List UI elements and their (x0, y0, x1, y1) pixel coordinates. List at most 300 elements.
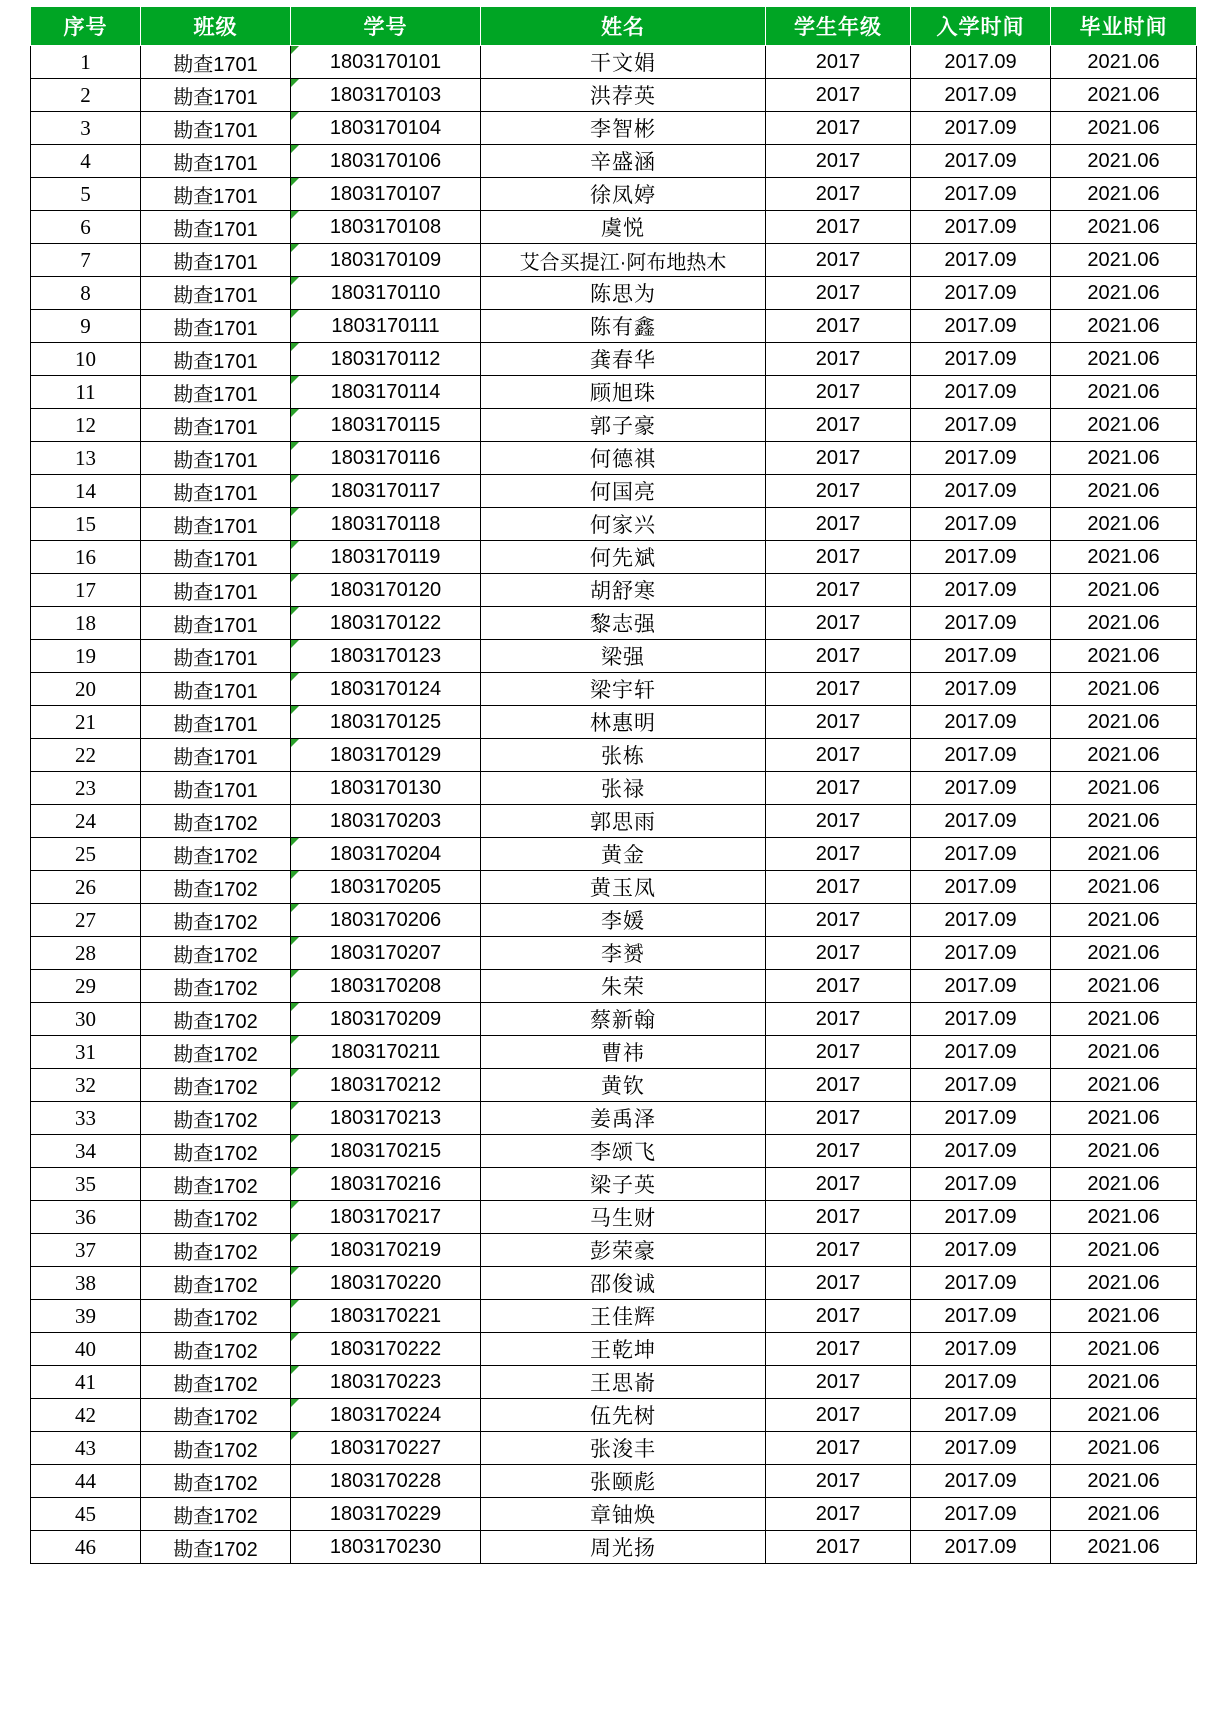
column-header-class[interactable]: 班级 (141, 7, 291, 46)
cell-name[interactable]: 周光扬 (481, 1531, 766, 1564)
cell-seq[interactable]: 35 (31, 1168, 141, 1201)
cell-graduation-date[interactable]: 2021.06 (1051, 1234, 1197, 1267)
cell-student-id[interactable]: 1803170112 (291, 343, 481, 376)
cell-seq[interactable]: 22 (31, 739, 141, 772)
cell-seq[interactable]: 1 (31, 46, 141, 79)
cell-graduation-date[interactable]: 2021.06 (1051, 277, 1197, 310)
cell-graduation-date[interactable]: 2021.06 (1051, 442, 1197, 475)
cell-class[interactable]: 勘查1702 (141, 970, 291, 1003)
cell-name[interactable]: 龚春华 (481, 343, 766, 376)
cell-class[interactable]: 勘查1701 (141, 376, 291, 409)
cell-grade[interactable]: 2017 (766, 310, 911, 343)
cell-class[interactable]: 勘查1701 (141, 145, 291, 178)
cell-enrollment-date[interactable]: 2017.09 (911, 1366, 1051, 1399)
cell-enrollment-date[interactable]: 2017.09 (911, 376, 1051, 409)
cell-graduation-date[interactable]: 2021.06 (1051, 805, 1197, 838)
cell-class[interactable]: 勘查1702 (141, 1003, 291, 1036)
cell-enrollment-date[interactable]: 2017.09 (911, 277, 1051, 310)
cell-student-id[interactable]: 1803170107 (291, 178, 481, 211)
cell-seq[interactable]: 3 (31, 112, 141, 145)
cell-class[interactable]: 勘查1702 (141, 904, 291, 937)
cell-graduation-date[interactable]: 2021.06 (1051, 145, 1197, 178)
cell-student-id[interactable]: 1803170230 (291, 1531, 481, 1564)
cell-student-id[interactable]: 1803170118 (291, 508, 481, 541)
cell-name[interactable]: 郭子豪 (481, 409, 766, 442)
cell-enrollment-date[interactable]: 2017.09 (911, 1498, 1051, 1531)
cell-student-id[interactable]: 1803170114 (291, 376, 481, 409)
cell-grade[interactable]: 2017 (766, 805, 911, 838)
cell-seq[interactable]: 9 (31, 310, 141, 343)
cell-student-id[interactable]: 1803170117 (291, 475, 481, 508)
cell-enrollment-date[interactable]: 2017.09 (911, 1036, 1051, 1069)
cell-student-id[interactable]: 1803170110 (291, 277, 481, 310)
cell-student-id[interactable]: 1803170206 (291, 904, 481, 937)
cell-graduation-date[interactable]: 2021.06 (1051, 1102, 1197, 1135)
cell-grade[interactable]: 2017 (766, 1102, 911, 1135)
cell-class[interactable]: 勘查1701 (141, 706, 291, 739)
cell-enrollment-date[interactable]: 2017.09 (911, 178, 1051, 211)
cell-seq[interactable]: 45 (31, 1498, 141, 1531)
cell-seq[interactable]: 25 (31, 838, 141, 871)
cell-class[interactable]: 勘查1702 (141, 1135, 291, 1168)
cell-name[interactable]: 朱荣 (481, 970, 766, 1003)
cell-grade[interactable]: 2017 (766, 79, 911, 112)
cell-class[interactable]: 勘查1702 (141, 1069, 291, 1102)
cell-seq[interactable]: 36 (31, 1201, 141, 1234)
cell-student-id[interactable]: 1803170205 (291, 871, 481, 904)
cell-name[interactable]: 蔡新翰 (481, 1003, 766, 1036)
cell-grade[interactable]: 2017 (766, 1168, 911, 1201)
cell-grade[interactable]: 2017 (766, 1069, 911, 1102)
cell-class[interactable]: 勘查1701 (141, 46, 291, 79)
cell-name[interactable]: 何国亮 (481, 475, 766, 508)
cell-student-id[interactable]: 1803170211 (291, 1036, 481, 1069)
cell-graduation-date[interactable]: 2021.06 (1051, 112, 1197, 145)
cell-graduation-date[interactable]: 2021.06 (1051, 343, 1197, 376)
cell-enrollment-date[interactable]: 2017.09 (911, 805, 1051, 838)
cell-name[interactable]: 马生财 (481, 1201, 766, 1234)
cell-class[interactable]: 勘查1701 (141, 673, 291, 706)
cell-name[interactable]: 张栋 (481, 739, 766, 772)
cell-student-id[interactable]: 1803170125 (291, 706, 481, 739)
cell-student-id[interactable]: 1803170215 (291, 1135, 481, 1168)
cell-class[interactable]: 勘查1701 (141, 607, 291, 640)
cell-grade[interactable]: 2017 (766, 343, 911, 376)
cell-enrollment-date[interactable]: 2017.09 (911, 871, 1051, 904)
cell-name[interactable]: 张颐彪 (481, 1465, 766, 1498)
cell-name[interactable]: 陈思为 (481, 277, 766, 310)
cell-class[interactable]: 勘查1702 (141, 1333, 291, 1366)
cell-graduation-date[interactable]: 2021.06 (1051, 244, 1197, 277)
cell-grade[interactable]: 2017 (766, 937, 911, 970)
cell-enrollment-date[interactable]: 2017.09 (911, 1432, 1051, 1465)
cell-class[interactable]: 勘查1702 (141, 838, 291, 871)
cell-seq[interactable]: 18 (31, 607, 141, 640)
cell-grade[interactable]: 2017 (766, 442, 911, 475)
cell-enrollment-date[interactable]: 2017.09 (911, 310, 1051, 343)
cell-grade[interactable]: 2017 (766, 607, 911, 640)
cell-student-id[interactable]: 1803170116 (291, 442, 481, 475)
cell-grade[interactable]: 2017 (766, 244, 911, 277)
cell-graduation-date[interactable]: 2021.06 (1051, 409, 1197, 442)
cell-student-id[interactable]: 1803170109 (291, 244, 481, 277)
cell-student-id[interactable]: 1803170223 (291, 1366, 481, 1399)
cell-student-id[interactable]: 1803170119 (291, 541, 481, 574)
cell-student-id[interactable]: 1803170229 (291, 1498, 481, 1531)
cell-graduation-date[interactable]: 2021.06 (1051, 1465, 1197, 1498)
cell-grade[interactable]: 2017 (766, 1300, 911, 1333)
cell-student-id[interactable]: 1803170108 (291, 211, 481, 244)
cell-graduation-date[interactable]: 2021.06 (1051, 1531, 1197, 1564)
cell-student-id[interactable]: 1803170208 (291, 970, 481, 1003)
cell-student-id[interactable]: 1803170207 (291, 937, 481, 970)
cell-class[interactable]: 勘查1702 (141, 1366, 291, 1399)
cell-student-id[interactable]: 1803170129 (291, 739, 481, 772)
cell-name[interactable]: 王佳辉 (481, 1300, 766, 1333)
cell-class[interactable]: 勘查1701 (141, 541, 291, 574)
cell-seq[interactable]: 6 (31, 211, 141, 244)
cell-class[interactable]: 勘查1702 (141, 1300, 291, 1333)
cell-seq[interactable]: 14 (31, 475, 141, 508)
cell-seq[interactable]: 46 (31, 1531, 141, 1564)
cell-name[interactable]: 姜禹泽 (481, 1102, 766, 1135)
cell-enrollment-date[interactable]: 2017.09 (911, 409, 1051, 442)
cell-class[interactable]: 勘查1701 (141, 640, 291, 673)
cell-grade[interactable]: 2017 (766, 772, 911, 805)
cell-class[interactable]: 勘查1701 (141, 739, 291, 772)
cell-graduation-date[interactable]: 2021.06 (1051, 1498, 1197, 1531)
cell-name[interactable]: 顾旭珠 (481, 376, 766, 409)
cell-class[interactable]: 勘查1702 (141, 1036, 291, 1069)
cell-grade[interactable]: 2017 (766, 409, 911, 442)
cell-grade[interactable]: 2017 (766, 178, 911, 211)
cell-graduation-date[interactable]: 2021.06 (1051, 1036, 1197, 1069)
cell-enrollment-date[interactable]: 2017.09 (911, 211, 1051, 244)
cell-enrollment-date[interactable]: 2017.09 (911, 1201, 1051, 1234)
cell-seq[interactable]: 30 (31, 1003, 141, 1036)
cell-grade[interactable]: 2017 (766, 1234, 911, 1267)
cell-grade[interactable]: 2017 (766, 145, 911, 178)
cell-graduation-date[interactable]: 2021.06 (1051, 673, 1197, 706)
cell-seq[interactable]: 19 (31, 640, 141, 673)
cell-graduation-date[interactable]: 2021.06 (1051, 772, 1197, 805)
cell-enrollment-date[interactable]: 2017.09 (911, 1399, 1051, 1432)
cell-grade[interactable]: 2017 (766, 1036, 911, 1069)
cell-graduation-date[interactable]: 2021.06 (1051, 1069, 1197, 1102)
column-header-graduation-date[interactable]: 毕业时间 (1051, 7, 1197, 46)
cell-name[interactable]: 徐凤婷 (481, 178, 766, 211)
cell-name[interactable]: 胡舒寒 (481, 574, 766, 607)
cell-class[interactable]: 勘查1702 (141, 1498, 291, 1531)
cell-enrollment-date[interactable]: 2017.09 (911, 1003, 1051, 1036)
cell-class[interactable]: 勘查1702 (141, 1234, 291, 1267)
cell-enrollment-date[interactable]: 2017.09 (911, 112, 1051, 145)
cell-name[interactable]: 梁强 (481, 640, 766, 673)
cell-enrollment-date[interactable]: 2017.09 (911, 1102, 1051, 1135)
cell-grade[interactable]: 2017 (766, 1399, 911, 1432)
cell-name[interactable]: 郭思雨 (481, 805, 766, 838)
cell-seq[interactable]: 20 (31, 673, 141, 706)
cell-enrollment-date[interactable]: 2017.09 (911, 1465, 1051, 1498)
cell-grade[interactable]: 2017 (766, 871, 911, 904)
cell-class[interactable]: 勘查1702 (141, 1168, 291, 1201)
cell-student-id[interactable]: 1803170103 (291, 79, 481, 112)
cell-seq[interactable]: 5 (31, 178, 141, 211)
cell-student-id[interactable]: 1803170123 (291, 640, 481, 673)
cell-student-id[interactable]: 1803170115 (291, 409, 481, 442)
cell-name[interactable]: 邵俊诚 (481, 1267, 766, 1300)
cell-student-id[interactable]: 1803170217 (291, 1201, 481, 1234)
cell-class[interactable]: 勘查1701 (141, 277, 291, 310)
cell-enrollment-date[interactable]: 2017.09 (911, 1531, 1051, 1564)
cell-name[interactable]: 李颂飞 (481, 1135, 766, 1168)
cell-grade[interactable]: 2017 (766, 541, 911, 574)
cell-class[interactable]: 勘查1701 (141, 772, 291, 805)
cell-class[interactable]: 勘查1701 (141, 79, 291, 112)
cell-graduation-date[interactable]: 2021.06 (1051, 574, 1197, 607)
cell-name[interactable]: 张禄 (481, 772, 766, 805)
cell-graduation-date[interactable]: 2021.06 (1051, 211, 1197, 244)
cell-student-id[interactable]: 1803170204 (291, 838, 481, 871)
cell-class[interactable]: 勘查1702 (141, 805, 291, 838)
cell-graduation-date[interactable]: 2021.06 (1051, 1432, 1197, 1465)
cell-seq[interactable]: 10 (31, 343, 141, 376)
cell-seq[interactable]: 32 (31, 1069, 141, 1102)
cell-name[interactable]: 梁宇轩 (481, 673, 766, 706)
cell-graduation-date[interactable]: 2021.06 (1051, 508, 1197, 541)
cell-student-id[interactable]: 1803170120 (291, 574, 481, 607)
cell-name[interactable]: 干文娟 (481, 46, 766, 79)
cell-seq[interactable]: 4 (31, 145, 141, 178)
cell-grade[interactable]: 2017 (766, 739, 911, 772)
cell-student-id[interactable]: 1803170122 (291, 607, 481, 640)
cell-graduation-date[interactable]: 2021.06 (1051, 1300, 1197, 1333)
column-header-enrollment-date[interactable]: 入学时间 (911, 7, 1051, 46)
cell-graduation-date[interactable]: 2021.06 (1051, 871, 1197, 904)
cell-enrollment-date[interactable]: 2017.09 (911, 1300, 1051, 1333)
cell-name[interactable]: 艾合买提江·阿布地热木 (481, 244, 766, 277)
cell-seq[interactable]: 8 (31, 277, 141, 310)
cell-name[interactable]: 李赟 (481, 937, 766, 970)
cell-graduation-date[interactable]: 2021.06 (1051, 937, 1197, 970)
cell-student-id[interactable]: 1803170219 (291, 1234, 481, 1267)
cell-enrollment-date[interactable]: 2017.09 (911, 1168, 1051, 1201)
cell-seq[interactable]: 37 (31, 1234, 141, 1267)
cell-student-id[interactable]: 1803170130 (291, 772, 481, 805)
cell-grade[interactable]: 2017 (766, 1465, 911, 1498)
cell-name[interactable]: 黎志强 (481, 607, 766, 640)
cell-class[interactable]: 勘查1701 (141, 409, 291, 442)
cell-student-id[interactable]: 1803170124 (291, 673, 481, 706)
cell-student-id[interactable]: 1803170203 (291, 805, 481, 838)
cell-seq[interactable]: 21 (31, 706, 141, 739)
cell-seq[interactable]: 27 (31, 904, 141, 937)
cell-grade[interactable]: 2017 (766, 673, 911, 706)
cell-grade[interactable]: 2017 (766, 640, 911, 673)
cell-student-id[interactable]: 1803170222 (291, 1333, 481, 1366)
cell-enrollment-date[interactable]: 2017.09 (911, 937, 1051, 970)
cell-enrollment-date[interactable]: 2017.09 (911, 574, 1051, 607)
cell-graduation-date[interactable]: 2021.06 (1051, 1399, 1197, 1432)
cell-student-id[interactable]: 1803170216 (291, 1168, 481, 1201)
cell-student-id[interactable]: 1803170111 (291, 310, 481, 343)
cell-graduation-date[interactable]: 2021.06 (1051, 640, 1197, 673)
cell-class[interactable]: 勘查1702 (141, 1465, 291, 1498)
cell-grade[interactable]: 2017 (766, 574, 911, 607)
cell-grade[interactable]: 2017 (766, 46, 911, 79)
cell-seq[interactable]: 38 (31, 1267, 141, 1300)
cell-grade[interactable]: 2017 (766, 1333, 911, 1366)
cell-seq[interactable]: 2 (31, 79, 141, 112)
cell-name[interactable]: 章铀焕 (481, 1498, 766, 1531)
cell-class[interactable]: 勘查1701 (141, 178, 291, 211)
cell-class[interactable]: 勘查1701 (141, 442, 291, 475)
cell-grade[interactable]: 2017 (766, 211, 911, 244)
cell-graduation-date[interactable]: 2021.06 (1051, 904, 1197, 937)
cell-graduation-date[interactable]: 2021.06 (1051, 1267, 1197, 1300)
cell-student-id[interactable]: 1803170224 (291, 1399, 481, 1432)
cell-name[interactable]: 梁子英 (481, 1168, 766, 1201)
cell-seq[interactable]: 17 (31, 574, 141, 607)
cell-name[interactable]: 黄玉凤 (481, 871, 766, 904)
column-header-student-id[interactable]: 学号 (291, 7, 481, 46)
cell-name[interactable]: 李智彬 (481, 112, 766, 145)
cell-grade[interactable]: 2017 (766, 1366, 911, 1399)
cell-seq[interactable]: 41 (31, 1366, 141, 1399)
cell-enrollment-date[interactable]: 2017.09 (911, 79, 1051, 112)
cell-class[interactable]: 勘查1701 (141, 508, 291, 541)
cell-enrollment-date[interactable]: 2017.09 (911, 1234, 1051, 1267)
cell-name[interactable]: 何家兴 (481, 508, 766, 541)
cell-name[interactable]: 黄金 (481, 838, 766, 871)
cell-student-id[interactable]: 1803170220 (291, 1267, 481, 1300)
cell-name[interactable]: 张浚丰 (481, 1432, 766, 1465)
cell-grade[interactable]: 2017 (766, 277, 911, 310)
cell-grade[interactable]: 2017 (766, 475, 911, 508)
cell-class[interactable]: 勘查1701 (141, 211, 291, 244)
cell-student-id[interactable]: 1803170228 (291, 1465, 481, 1498)
cell-enrollment-date[interactable]: 2017.09 (911, 541, 1051, 574)
cell-grade[interactable]: 2017 (766, 1201, 911, 1234)
cell-grade[interactable]: 2017 (766, 376, 911, 409)
cell-student-id[interactable]: 1803170227 (291, 1432, 481, 1465)
cell-enrollment-date[interactable]: 2017.09 (911, 904, 1051, 937)
cell-enrollment-date[interactable]: 2017.09 (911, 145, 1051, 178)
cell-seq[interactable]: 42 (31, 1399, 141, 1432)
cell-name[interactable]: 曹祎 (481, 1036, 766, 1069)
cell-seq[interactable]: 24 (31, 805, 141, 838)
cell-graduation-date[interactable]: 2021.06 (1051, 739, 1197, 772)
cell-grade[interactable]: 2017 (766, 1135, 911, 1168)
cell-seq[interactable]: 44 (31, 1465, 141, 1498)
cell-graduation-date[interactable]: 2021.06 (1051, 1003, 1197, 1036)
cell-name[interactable]: 彭荣豪 (481, 1234, 766, 1267)
cell-class[interactable]: 勘查1702 (141, 871, 291, 904)
column-header-seq[interactable]: 序号 (31, 7, 141, 46)
cell-seq[interactable]: 11 (31, 376, 141, 409)
cell-grade[interactable]: 2017 (766, 1498, 911, 1531)
cell-class[interactable]: 勘查1701 (141, 475, 291, 508)
cell-graduation-date[interactable]: 2021.06 (1051, 1366, 1197, 1399)
cell-name[interactable]: 辛盛涵 (481, 145, 766, 178)
cell-seq[interactable]: 29 (31, 970, 141, 1003)
cell-enrollment-date[interactable]: 2017.09 (911, 442, 1051, 475)
cell-seq[interactable]: 33 (31, 1102, 141, 1135)
cell-grade[interactable]: 2017 (766, 904, 911, 937)
cell-student-id[interactable]: 1803170221 (291, 1300, 481, 1333)
cell-class[interactable]: 勘查1702 (141, 1102, 291, 1135)
cell-enrollment-date[interactable]: 2017.09 (911, 343, 1051, 376)
cell-seq[interactable]: 28 (31, 937, 141, 970)
cell-class[interactable]: 勘查1701 (141, 112, 291, 145)
cell-seq[interactable]: 7 (31, 244, 141, 277)
cell-seq[interactable]: 15 (31, 508, 141, 541)
cell-grade[interactable]: 2017 (766, 1003, 911, 1036)
cell-class[interactable]: 勘查1701 (141, 343, 291, 376)
cell-graduation-date[interactable]: 2021.06 (1051, 1201, 1197, 1234)
cell-enrollment-date[interactable]: 2017.09 (911, 1135, 1051, 1168)
cell-class[interactable]: 勘查1702 (141, 937, 291, 970)
cell-seq[interactable]: 12 (31, 409, 141, 442)
cell-class[interactable]: 勘查1702 (141, 1267, 291, 1300)
cell-class[interactable]: 勘查1701 (141, 310, 291, 343)
cell-student-id[interactable]: 1803170101 (291, 46, 481, 79)
column-header-grade[interactable]: 学生年级 (766, 7, 911, 46)
cell-enrollment-date[interactable]: 2017.09 (911, 1333, 1051, 1366)
cell-grade[interactable]: 2017 (766, 1432, 911, 1465)
cell-name[interactable]: 虞悦 (481, 211, 766, 244)
cell-graduation-date[interactable]: 2021.06 (1051, 607, 1197, 640)
cell-graduation-date[interactable]: 2021.06 (1051, 310, 1197, 343)
cell-student-id[interactable]: 1803170209 (291, 1003, 481, 1036)
cell-enrollment-date[interactable]: 2017.09 (911, 508, 1051, 541)
cell-enrollment-date[interactable]: 2017.09 (911, 475, 1051, 508)
cell-name[interactable]: 何先斌 (481, 541, 766, 574)
column-header-name[interactable]: 姓名 (481, 7, 766, 46)
cell-student-id[interactable]: 1803170104 (291, 112, 481, 145)
cell-class[interactable]: 勘查1701 (141, 574, 291, 607)
cell-name[interactable]: 陈有鑫 (481, 310, 766, 343)
cell-graduation-date[interactable]: 2021.06 (1051, 79, 1197, 112)
cell-name[interactable]: 王乾坤 (481, 1333, 766, 1366)
cell-graduation-date[interactable]: 2021.06 (1051, 46, 1197, 79)
cell-enrollment-date[interactable]: 2017.09 (911, 1267, 1051, 1300)
cell-seq[interactable]: 39 (31, 1300, 141, 1333)
cell-graduation-date[interactable]: 2021.06 (1051, 1168, 1197, 1201)
cell-seq[interactable]: 26 (31, 871, 141, 904)
cell-enrollment-date[interactable]: 2017.09 (911, 739, 1051, 772)
cell-graduation-date[interactable]: 2021.06 (1051, 1135, 1197, 1168)
cell-grade[interactable]: 2017 (766, 838, 911, 871)
cell-enrollment-date[interactable]: 2017.09 (911, 640, 1051, 673)
cell-grade[interactable]: 2017 (766, 112, 911, 145)
cell-class[interactable]: 勘查1702 (141, 1531, 291, 1564)
cell-seq[interactable]: 34 (31, 1135, 141, 1168)
cell-seq[interactable]: 23 (31, 772, 141, 805)
cell-seq[interactable]: 13 (31, 442, 141, 475)
cell-name[interactable]: 伍先树 (481, 1399, 766, 1432)
cell-seq[interactable]: 31 (31, 1036, 141, 1069)
cell-grade[interactable]: 2017 (766, 706, 911, 739)
cell-graduation-date[interactable]: 2021.06 (1051, 475, 1197, 508)
cell-seq[interactable]: 43 (31, 1432, 141, 1465)
cell-grade[interactable]: 2017 (766, 970, 911, 1003)
cell-student-id[interactable]: 1803170212 (291, 1069, 481, 1102)
cell-seq[interactable]: 40 (31, 1333, 141, 1366)
cell-name[interactable]: 洪荐英 (481, 79, 766, 112)
cell-name[interactable]: 黄钦 (481, 1069, 766, 1102)
cell-seq[interactable]: 16 (31, 541, 141, 574)
